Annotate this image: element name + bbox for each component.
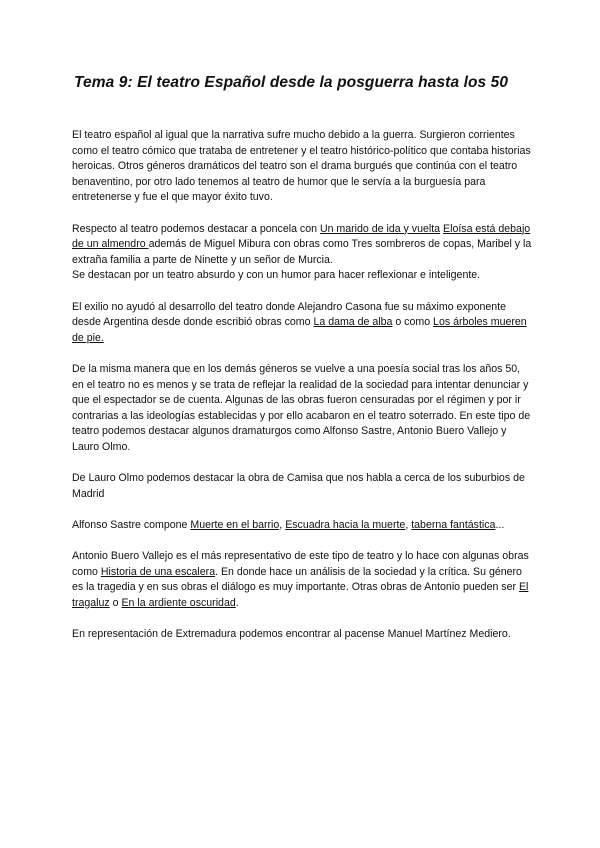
work-title-eloisa-esta-debajo-de-un-almendro: Eloísa está debajo de un almendro xyxy=(72,222,531,251)
work-title-muerte-en-el-barrio: Muerte en el barrio xyxy=(190,518,280,531)
text-span: Antonio Buero Vallejo es el más representativo de este tipo de teatro y lo hace con algunas obras como xyxy=(72,550,529,578)
work-title-escuadra-hacia-la-muerte: Escuadra hacia la muerte xyxy=(285,518,406,531)
work-title-un-marido-de-ida-y-vuelta: Un marido de ida y vuelta xyxy=(319,222,441,235)
work-title-taberna-fantastica: taberna fantástica xyxy=(411,518,496,531)
text-span: o xyxy=(109,596,122,609)
paragraph-buero-vallejo xyxy=(72,549,534,611)
paragraph-poncela xyxy=(72,222,534,269)
text-span: . xyxy=(235,596,239,609)
text-span: o como xyxy=(392,316,434,329)
text-span: . En donde hace un análisis de la sociedad y la crítica. Su género es la tragedia y en sus obras el diálogo es muy importante. Otras obras de Antonio pueden ser xyxy=(72,565,522,594)
work-title-historia-de-una-escalera: Historia de una escalera xyxy=(100,565,216,578)
text-span: Respecto al teatro podemos destacar a poncela con xyxy=(72,222,320,235)
paragraph-exilio xyxy=(72,300,534,347)
paragraph-extremadura: En representación de Extremadura podemos encontrar al pacense Manuel Martínez Mediero. xyxy=(72,628,511,640)
text-span: ... xyxy=(495,518,505,531)
text-span: además de Miguel Mibura con obras como Tres sombreros de copas, Maribel y la extraña familia a parte de Ninette y un señor de Murcia. xyxy=(72,238,532,266)
text-span: Alfonso Sastre compone xyxy=(72,518,191,531)
work-title-en-la-ardiente-oscuridad: En la ardiente oscuridad xyxy=(121,596,236,609)
text-span: , xyxy=(405,518,412,531)
document-title: Tema 9: El teatro Español desde la posguerra hasta los 50 xyxy=(74,74,509,91)
work-title-el-tragaluz: El tragaluz xyxy=(72,581,529,609)
paragraph-lauro-olmo: De Lauro Olmo podemos destacar la obra de Camisa que nos habla a cerca de los suburbios de Madrid xyxy=(72,472,525,500)
paragraph-absurdo: Se destacan por un teatro absurdo y con un humor para hacer reflexionar e inteligente. xyxy=(72,269,481,282)
text-span: , xyxy=(279,518,286,531)
paragraph-alfonso-sastre xyxy=(72,518,534,534)
work-title-la-dama-de-alba: La dama de alba xyxy=(313,316,393,329)
paragraph-intro: El teatro español al igual que la narrativa sufre mucho debido a la guerra. Surgieron corrientes como el teatro cómico que trataba de entretener y el teatro histórico-político que contaba historias heroicas. Otros géneros dramáticos del teatro son el drama burgués que continúa con el teatro benaventino, por otro lado tenemos al teatro de humor que le servía a la burguesía para entretenerse y fue el que mayor éxito tuvo. xyxy=(72,129,531,204)
document-body xyxy=(72,128,534,643)
work-title-los-arboles-mueren-de-pie: Los árboles mueren de pie. xyxy=(72,316,527,344)
paragraph-poesia-social: De la misma manera que en los demás géneros se vuelve a una poesía social tras los años 50, en el teatro no es menos y se trata de reflejar la realidad de la sociedad para intentar denunciar y que el espectador se de cuenta. Algunas de las obras fueron censuradas por el régimen y por ir contrarias a las ideologías establecidas y por ello acabaron en el teatro soterrado. En este tipo de teatro podemos destacar algunos dramaturgos como Alfonso Sastre, Antonio Buero Vallejo y Lauro Olmo. xyxy=(72,362,531,453)
text-span: El exilio no ayudó al desarrollo del teatro donde Alejandro Casona fue su máximo exponente desde Argentina desde donde escribió obras como xyxy=(72,300,507,329)
